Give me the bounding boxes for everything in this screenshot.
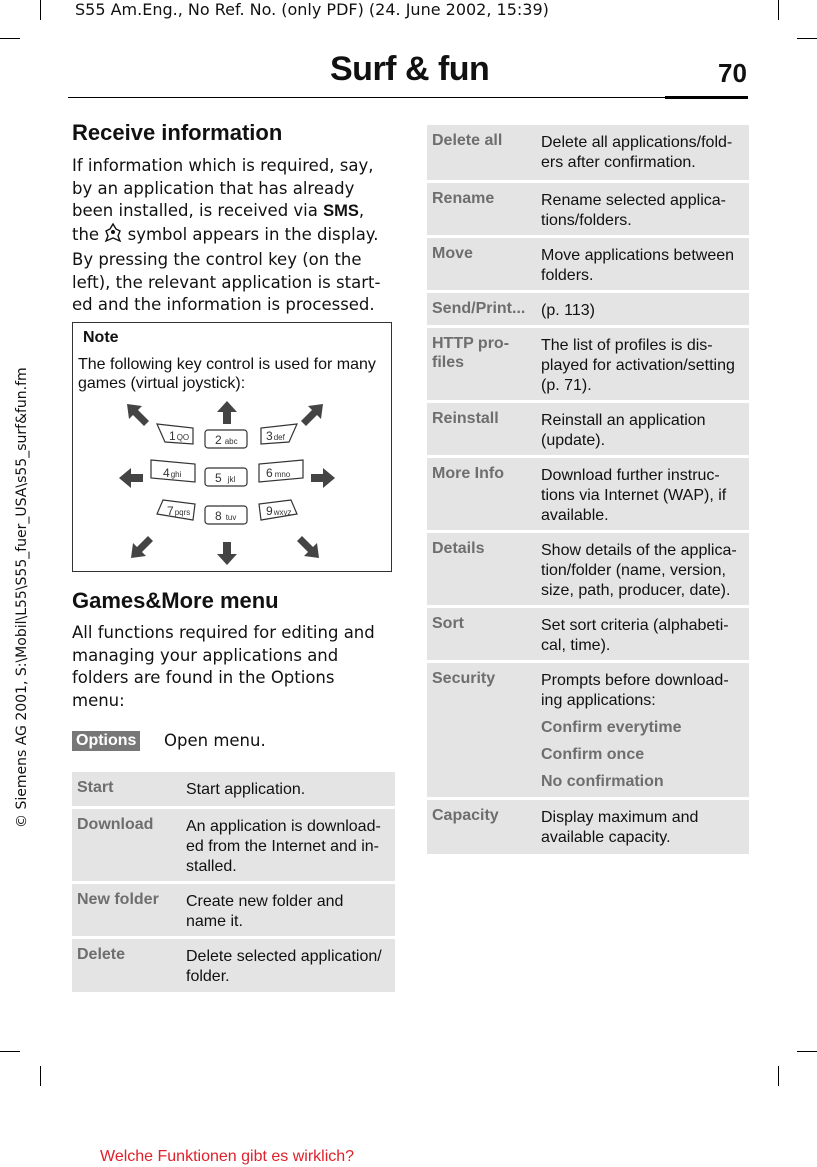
header-rule-thick — [665, 96, 748, 99]
definition — [541, 191, 726, 231]
def-line: An application is download- — [186, 818, 381, 835]
table-row — [427, 663, 749, 797]
def-line: Download further instruc- — [541, 467, 720, 484]
key-2-label: 2 abc — [215, 433, 238, 447]
sms-label: SMS — [323, 202, 359, 220]
def-line: ing applications: — [541, 692, 656, 709]
note-title: Note — [83, 329, 119, 346]
def-line: (p. 71). — [541, 377, 592, 394]
def-line: tions via Internet (WAP), if — [541, 487, 727, 504]
term: Start — [77, 779, 114, 796]
crop-mark — [0, 38, 20, 39]
text-span: symbol appears in the display. — [127, 224, 379, 244]
def-line: size, path, producer, date). — [541, 582, 731, 599]
crop-mark — [797, 1051, 817, 1052]
table-row — [427, 125, 749, 180]
def-line: Start application. — [186, 781, 306, 798]
definition — [541, 411, 706, 451]
definition — [186, 892, 343, 932]
table-row — [427, 293, 749, 325]
definition — [186, 947, 382, 987]
open-menu-text: Open menu. — [164, 731, 266, 750]
text-line: folders are found in the Options — [72, 668, 335, 687]
text-span: been installed, is received via — [72, 201, 318, 220]
term: Sort — [432, 615, 464, 632]
term: HTTP pro- files — [432, 335, 510, 371]
term: Send/Print... — [432, 300, 526, 317]
arrow-left-icon — [119, 468, 143, 488]
crop-mark — [778, 0, 779, 20]
def-line: stalled. — [186, 858, 237, 875]
table-row — [427, 403, 749, 455]
term: Security — [432, 670, 496, 687]
options-softkey: Options — [72, 731, 140, 751]
text-line: managing your applications and — [72, 645, 339, 665]
def-line: (p. 113) — [541, 302, 595, 319]
def-line: tion/folder (name, version, — [541, 562, 726, 579]
footer-note: Welche Funktionen gibt es wirklich? — [100, 1148, 355, 1165]
security-option: No confirmation — [541, 773, 664, 790]
definition — [541, 336, 735, 396]
def-line: Move applications between — [541, 247, 735, 264]
def-line: tions/folders. — [541, 212, 632, 229]
key-5 — [205, 468, 247, 486]
table-row — [427, 608, 749, 660]
note-text: The following key control is used for many games (virtual joystick): — [78, 356, 376, 392]
key-1-label: 1QO — [169, 429, 190, 443]
def-line: (update). — [541, 432, 606, 449]
term: Reinstall — [432, 410, 499, 427]
arrow-up-right-icon — [301, 404, 323, 426]
def-line: Set sort criteria (alphabeti- — [541, 617, 729, 634]
text-line: All functions required for editing and — [72, 623, 375, 642]
def-line: Delete all applications/fold- — [541, 134, 733, 151]
definition — [541, 541, 737, 601]
options-table-right — [427, 125, 749, 854]
table-row — [72, 939, 395, 992]
games-heading: Games&More menu — [72, 588, 279, 613]
def-line: cal, time). — [541, 637, 611, 654]
def-line: ed from the Internet and in- — [186, 838, 379, 855]
def-line: played for activation/setting — [541, 357, 735, 374]
term: New folder — [77, 891, 159, 908]
def-line: Reinstall an application — [541, 412, 706, 429]
header-rule — [68, 97, 748, 98]
crop-mark — [797, 38, 817, 39]
options-table-left — [72, 772, 395, 992]
term: Download — [77, 816, 154, 833]
crop-mark — [40, 1066, 41, 1086]
security-option: Confirm everytime — [541, 719, 682, 736]
def-line: Rename selected applica- — [541, 192, 726, 209]
comma: , — [358, 201, 365, 220]
key-9-label: 9wxyz — [266, 504, 292, 518]
arrow-down-icon — [217, 542, 237, 565]
application-symbol-icon — [104, 223, 122, 250]
text-line — [72, 223, 402, 250]
term: Capacity — [432, 807, 499, 824]
table-row — [427, 458, 749, 530]
key-8-label: 8 tuv — [215, 509, 237, 523]
note-box — [72, 322, 392, 572]
table-row — [72, 772, 395, 806]
text-line: If information which is required, say, — [72, 156, 374, 175]
table-row — [427, 533, 749, 605]
key-4-label: 4ghi — [163, 466, 182, 480]
text-line: left), the relevant application is start- — [72, 272, 381, 292]
text-line: by an application that has already — [72, 178, 355, 198]
def-line: Prompts before download- — [541, 672, 729, 689]
table-row — [427, 183, 749, 235]
key-3-label: 3def — [266, 429, 285, 443]
text-line: ed and the information is processed. — [72, 295, 375, 314]
definition — [541, 616, 729, 656]
key-6-label: 6 mno — [266, 466, 291, 480]
receive-paragraph — [72, 155, 402, 317]
term: Details — [432, 540, 485, 557]
definition — [541, 133, 732, 173]
table-row — [427, 328, 749, 400]
table-row — [72, 884, 395, 936]
term: Move — [432, 245, 473, 262]
def-line: folder. — [186, 968, 230, 985]
definition — [541, 466, 726, 526]
term: Rename — [432, 190, 495, 207]
def-line: Show details of the applica- — [541, 542, 737, 559]
definition — [541, 671, 729, 793]
definition — [186, 780, 305, 800]
page-number: 70 — [718, 58, 747, 88]
definition — [541, 301, 595, 321]
arrow-down-right-icon — [297, 536, 319, 558]
games-paragraph — [72, 622, 402, 712]
text-line: By pressing the control key (on the — [72, 250, 362, 269]
key-7-label: 7pqrs — [167, 504, 191, 518]
def-line: ers after confirmation. — [541, 154, 696, 171]
arrow-up-left-icon — [127, 404, 149, 426]
text-line — [72, 200, 402, 223]
definition — [541, 808, 698, 848]
crop-mark — [0, 1051, 20, 1052]
arrow-up-icon — [217, 401, 237, 424]
key-5-label: 5 jkl — [215, 471, 236, 485]
table-row — [427, 238, 749, 290]
crop-mark — [778, 1066, 779, 1086]
side-copyright: © Siemens AG 2001, S:\Mobil\L55\S55_fuer_USA\s55_surf&fun.fm — [14, 367, 30, 828]
arrow-down-left-icon — [131, 536, 153, 558]
definition — [541, 246, 734, 286]
running-head: S55 Am.Eng., No Ref. No. (only PDF) (24. June 2002, 15:39) — [75, 0, 549, 19]
term: More Info — [432, 465, 504, 482]
table-row — [427, 800, 749, 854]
def-line: The list of profiles is dis- — [541, 337, 713, 354]
def-line: Delete selected application/ — [186, 948, 382, 965]
def-line: folders. — [541, 267, 594, 284]
def-line: name it. — [186, 913, 243, 930]
def-line: available. — [541, 507, 609, 524]
text-span: the — [72, 224, 100, 244]
section-title: Surf & fun — [330, 50, 490, 88]
security-option: Confirm once — [541, 746, 645, 763]
crop-mark — [40, 0, 41, 20]
receive-heading: Receive information — [72, 120, 283, 145]
term: Delete all — [432, 132, 503, 149]
def-line: Display maximum and — [541, 809, 699, 826]
arrow-right-icon — [311, 468, 335, 488]
definition — [186, 817, 381, 877]
table-row — [72, 809, 395, 881]
term: Delete — [77, 946, 126, 963]
def-line: Create new folder and — [186, 893, 344, 910]
def-line: available capacity. — [541, 829, 671, 846]
text-line: menu: — [72, 690, 125, 710]
joystick-diagram — [113, 398, 353, 568]
